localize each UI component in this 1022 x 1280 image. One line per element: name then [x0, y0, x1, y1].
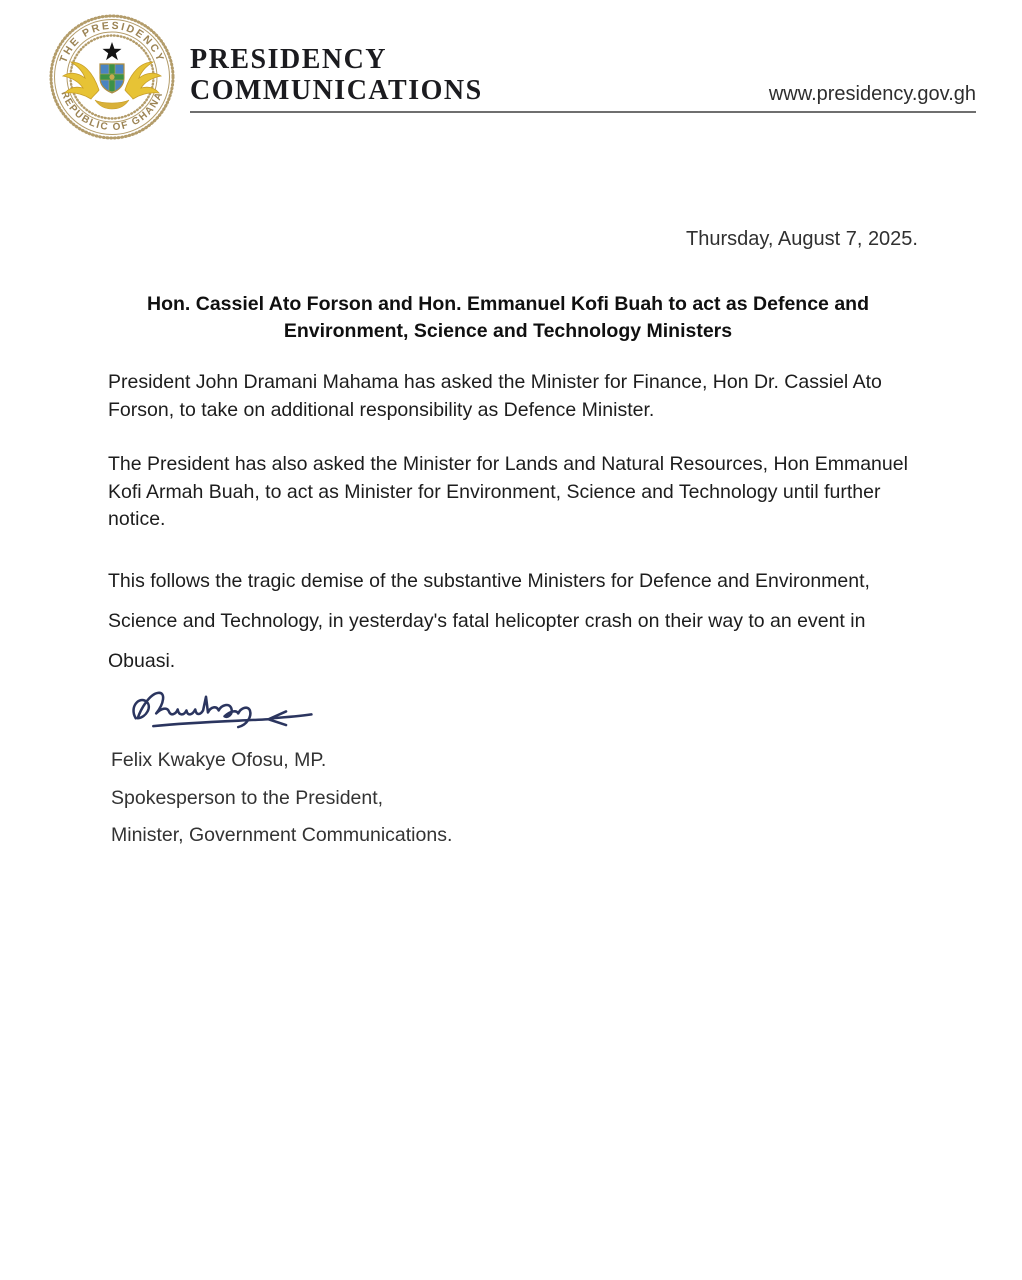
paragraph-3: This follows the tragic demise of the substantive Ministers for Defence and Environment, Science and Technology, in yesterday's fatal helicopter crash on their way to an event in Obuasi. — [108, 570, 870, 672]
signatory-name: Felix Kwakye Ofosu, MP. — [111, 749, 327, 771]
signatory-role-2: Minister, Government Communications. — [111, 824, 453, 846]
org-name-line1: PRESIDENCY — [190, 44, 388, 75]
seal-bottom-text: REPUBLIC OF GHANA — [58, 89, 166, 134]
black-star-icon — [103, 42, 122, 60]
website-url: www.presidency.gov.gh — [768, 83, 976, 105]
press-release-title: Hon. Cassiel Ato Forson and Hon. Emmanuel Kofi Buah to act as Defence and Environment, Science and Technology Ministers — [147, 293, 869, 342]
signature-icon — [124, 682, 329, 736]
org-title — [190, 44, 483, 106]
presidential-seal-icon — [47, 12, 177, 142]
paragraph-2: The President has also asked the Minister for Lands and Natural Resources, Hon Emmanuel Kofi Armah Buah, to act as Minister for Environment, Science and Technology until further notice. — [108, 453, 908, 530]
date-line: Thursday, August 7, 2025. — [685, 228, 918, 250]
paragraph-1: President John Dramani Mahama has asked the Minister for Finance, Hon Dr. Cassiel Ato Forson, to take on additional responsibility as Defence Minister. — [108, 371, 882, 421]
letterhead-divider — [190, 111, 976, 113]
signatory-role-1: Spokesperson to the President, — [111, 787, 384, 809]
seal-top-text: THE PRESIDENCY — [57, 19, 167, 65]
org-name-line2: COMMUNICATIONS — [190, 75, 483, 106]
